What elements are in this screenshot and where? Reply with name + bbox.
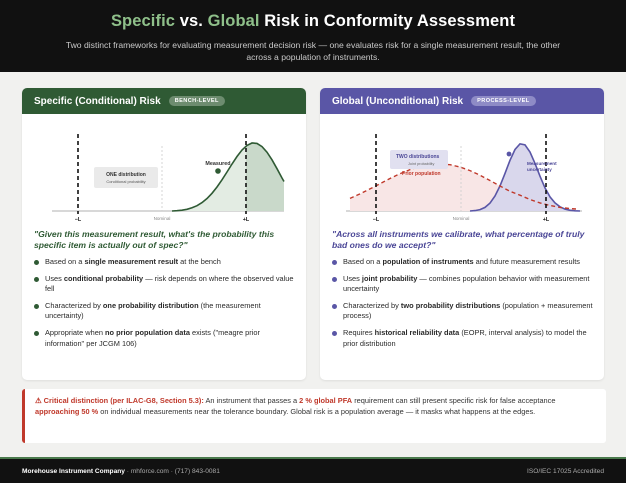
global-risk-panel (320, 88, 604, 380)
title-rest: Risk in Conformity Assessment (259, 12, 516, 30)
callout-lead: ⚠ Critical distinction (per ILAC-G8, Section 5.3): (35, 396, 204, 405)
list-item: Characterized by one probability distribution (the measurement uncertainty) (34, 301, 298, 322)
specific-question: "Given this measurement result, what's the probability this specific item is actually out of spec?" (34, 229, 275, 250)
callout-specific-risk: approaching 50 % (35, 407, 99, 416)
list-item: Uses conditional probability — risk depends on where the observed value fell (34, 274, 298, 295)
legend-title: TWO distributions (396, 154, 440, 160)
nominal-label: Nominal (153, 216, 171, 221)
title-vs: vs. (175, 12, 208, 30)
upper-limit-label: +L (542, 217, 550, 223)
specific-risk-diagram (22, 116, 306, 226)
global-bullet-list (320, 251, 604, 349)
measured-label: Measured (205, 161, 231, 167)
global-panel-header (320, 88, 604, 114)
process-level-badge: PROCESS-LEVEL (471, 96, 535, 106)
uncertainty-label-line2: uncertainty (527, 167, 552, 172)
footer-contact (22, 468, 220, 475)
out-of-spec-fill (246, 143, 284, 211)
specific-panel-header (22, 88, 306, 114)
upper-limit-label: +L (242, 217, 250, 223)
uncertainty-label-line1: Measurement (527, 161, 557, 166)
bullet-dot-icon (34, 260, 39, 265)
list-item: Characterized by two probability distributions (population + measurement process) (332, 301, 596, 322)
global-question: "Across all instruments we calibrate, what percentage of truly bad ones do we accept?" (332, 229, 585, 250)
list-item: Based on a single measurement result at the bench (34, 257, 298, 268)
title-global: Global (207, 12, 260, 30)
bullet-dot-icon (34, 304, 39, 309)
bullet-dot-icon (34, 331, 39, 336)
list-item: Uses joint probability — combines population behavior with measurement uncertainty (332, 274, 596, 295)
contact-info: · mhforce.com · (717) 843-0081 (124, 467, 220, 475)
header (0, 0, 626, 72)
title-specific: Specific (110, 12, 176, 30)
page-subtitle: Two distinct frameworks for evaluating measurement decision risk — one evaluates risk for a single measurement result, the other across a population of instruments. (65, 40, 561, 62)
list-item: Appropriate when no prior population data exists ("meagre prior information" per JCGM 106) (34, 328, 298, 349)
critical-distinction-callout: ⚠ Critical distinction (per ILAC-G8, Section 5.3): An instrument that passes a 2 % global PFA requirement can still present specific risk for false acceptance approaching 50 % on individual measurements near the tolerance boundary. Global risk is a population average — it masks what happens at the edges. (22, 389, 606, 443)
global-panel-title: Global (Unconditional) Risk (332, 95, 464, 107)
measured-point (215, 168, 221, 174)
uncertainty-peak-point (507, 152, 512, 157)
specific-panel-title: Specific (Conditional) Risk (34, 95, 161, 107)
lower-limit-label: −L (372, 217, 380, 223)
bullet-dot-icon (34, 277, 39, 282)
bullet-dot-icon (332, 260, 337, 265)
global-risk-diagram (320, 116, 604, 226)
list-item: Based on a population of instruments and future measurement results (332, 257, 596, 268)
company-name: Morehouse Instrument Company (22, 467, 125, 475)
callout-global-pfa: 2 % global PFA (299, 396, 353, 405)
accreditation-label: ISO/IEC 17025 Accredited (527, 467, 604, 475)
bench-level-badge: BENCH-LEVEL (169, 96, 225, 106)
list-item: Requires historical reliability data (EOPR, interval analysis) to model the prior distribution (332, 328, 596, 349)
bullet-dot-icon (332, 304, 337, 309)
footer (0, 457, 626, 483)
lower-limit-label: −L (74, 217, 82, 223)
legend-subtitle: Conditional probability (106, 179, 146, 184)
specific-risk-panel (22, 88, 306, 380)
legend-title: ONE distribution (106, 172, 146, 178)
nominal-label: Nominal (452, 216, 470, 221)
specific-bullet-list (22, 251, 306, 349)
page-title (0, 12, 626, 31)
prior-population-label: Prior population (402, 171, 441, 177)
bullet-dot-icon (332, 331, 337, 336)
bullet-dot-icon (332, 277, 337, 282)
legend-subtitle: Joint probability (408, 162, 435, 166)
